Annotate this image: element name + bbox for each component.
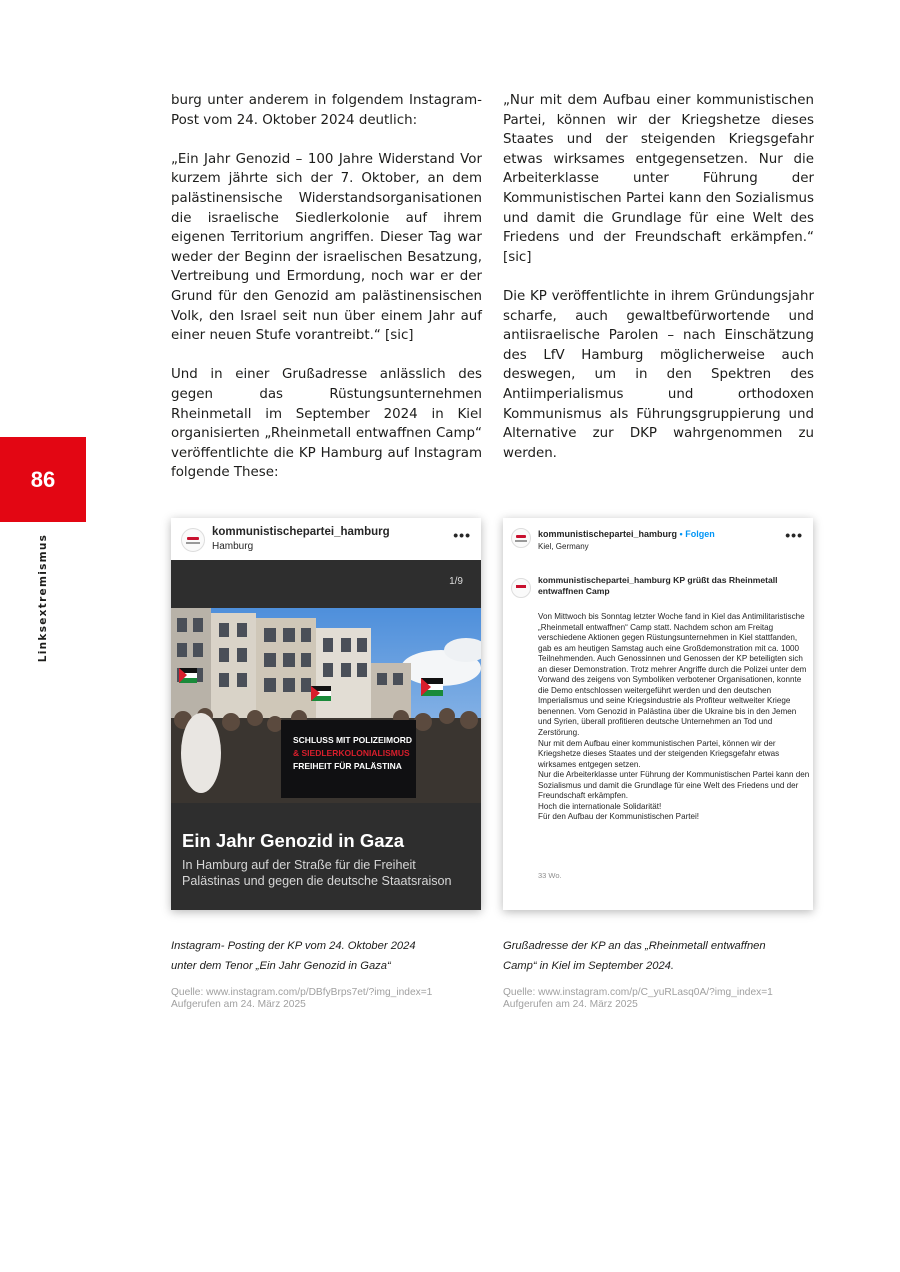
section-title: Linksextremismus bbox=[37, 533, 49, 663]
caption-line: Instagram- Posting der KP vom 24. Oktober 2024 bbox=[171, 940, 416, 952]
caption-paragraph: Nur die Arbeiterklasse unter Führung der Kommunistischen Partei kann den Sozialismus und damit die Grundlage für eine Welt des Friedens und der Freundschaft erkämpfen. bbox=[538, 770, 810, 801]
quote-paragraph: „Nur mit dem Aufbau einer kommunistischen Partei, können wir der Kriegshetze dieses Staates und der steigenden Kriegsgefahr etwas wirksames entgegensetzen. Nur die Arbeiterklasse unter Führung der Kommunistischen Partei kann den Sozialismus und damit die Grundlage für eine Welt des Friedens und der Freundschaft erkämpfen.“ [sic] bbox=[503, 93, 814, 265]
party-logo-icon bbox=[511, 528, 531, 548]
demonstration-photo bbox=[171, 608, 481, 803]
source-url: Quelle: www.instagram.com/p/C_yuRLasq0A/?img_index=1 bbox=[503, 987, 773, 998]
paragraph: burg unter anderem in folgendem Instagram-Post vom 24. Oktober 2024 deutlich: bbox=[171, 93, 482, 128]
source-left bbox=[171, 987, 491, 1011]
party-logo-icon bbox=[511, 578, 531, 598]
figure-caption-left bbox=[171, 937, 491, 976]
paragraph: Und in einer Grußadresse anlässlich des gegen das Rüstungsunternehmen Rheinmetall im September 2024 in Kiel organisierten „Rheinmetall entwaffnen Camp“ veröffentlichte die KP Hamburg auf Instagram folgende These: bbox=[171, 367, 482, 481]
party-logo-icon bbox=[181, 528, 205, 552]
quote-paragraph: „Ein Jahr Genozid – 100 Jahre Widerstand Vor kurzem jährte sich der 7. Oktober, an dem palästinensische Widerstandsorganisationen die israelische Siedlerkolonie auf ihrem eigenen Territorium angriffen. Dieser Tag war weder der Beginn der israelischen Besatzung, Vertreibung und Ermordung, noch war er der Grund für den Genozid am palästinensischen Volk, den Israel seit nun über einem Jahr auf einer neuen Stufe vorantreibt.“ [sic] bbox=[171, 151, 482, 344]
page-number-tab bbox=[0, 437, 86, 522]
accessed-date: Aufgerufen am 24. März 2025 bbox=[503, 999, 638, 1010]
post-media bbox=[171, 560, 481, 910]
slide-counter: 1/9 bbox=[449, 576, 463, 587]
caption-line: Camp“ in Kiel im September 2024. bbox=[503, 959, 674, 972]
protest-banner bbox=[293, 734, 418, 773]
caption-paragraph: Von Mittwoch bis Sonntag letzter Woche fand in Kiel das Antimilitaristische „Rheinmetall entwaffnen“ Camp statt. Nachdem schon am Freitag verschiedene Aktionen gegen Rüstungsunternehmen in Kiel stattfanden, gab es am heutigen Samstag auch eine Großdemonstration mit ca. 1000 Teilnehmenden. Auch Genossinnen und Genossen der KP beteiligten sich an dieser Demonstration. Trotz mehrer Angriffe durch die Polizei unter dem Vorwand des zeigens von Symboliken verbotener Organisationen, konnte die Demo entschlossen weitergeführt werden und den deutschen Imperialismus und seine Kriegsindustrie als Profiteur weltweiter Kriege benennen. Vom Genozid in Palästina über die Ukraine bis in den Jemen und Syrien, überall profitieren deutsche Unternehmen an Tod und Zerstörung. bbox=[538, 612, 807, 738]
post-header bbox=[171, 518, 481, 560]
right-text-column bbox=[503, 91, 814, 463]
post-location: Hamburg bbox=[212, 541, 254, 552]
post-headline: Ein Jahr Genozid in Gaza bbox=[182, 830, 405, 851]
caption-heading: KP grüßt das Rheinmetall entwaffnen Camp bbox=[538, 575, 778, 596]
instagram-post-left bbox=[171, 518, 481, 910]
caption-line: Grußadresse der KP an das „Rheinmetall entwaffnen bbox=[503, 940, 766, 952]
source-right bbox=[503, 987, 823, 1011]
instagram-post-right bbox=[503, 518, 813, 910]
caption-username: kommunistischepartei_hamburg bbox=[538, 575, 671, 585]
username: kommunistischepartei_hamburg bbox=[538, 529, 678, 539]
more-options-icon: ••• bbox=[453, 527, 471, 543]
post-timestamp: 33 Wo. bbox=[538, 871, 562, 880]
figure-caption-right bbox=[503, 937, 823, 976]
caption-paragraph: Für den Aufbau der Kommunistischen Partei! bbox=[538, 812, 700, 822]
left-text-column bbox=[171, 91, 482, 483]
post-header bbox=[503, 518, 813, 560]
more-options-icon: ••• bbox=[785, 527, 803, 543]
banner-text: & SIEDLERKOLONIALISMUS bbox=[293, 748, 410, 758]
caption-paragraph: Nur mit dem Aufbau einer kommunistischen Partei, können wir der Kriegshetze dieses Staates und der steigenden Kriegsgefahr etwas wirksames entgegen setzen. bbox=[538, 738, 780, 769]
banner-text: FREIHEIT FÜR PALÄSTINA bbox=[293, 761, 402, 771]
page-number: 86 bbox=[30, 466, 56, 492]
banner-text: SCHLUSS MIT POLIZEIMORD bbox=[293, 735, 412, 745]
post-location: Kiel, Germany bbox=[538, 542, 589, 551]
paragraph: Die KP veröffentlichte in ihrem Gründungsjahr scharfe, auch gewaltbefürwortende und antiisraelische Parolen – nach Einschätzung des LfV Hamburg möglicherweise auch deswegen, um in den Spektren des Antiimperialismus und orthodoxen Kommunismus als Führungsgruppierung und Alternative zur DKP wahrgenommen zu werden. bbox=[503, 288, 814, 461]
section-label bbox=[33, 533, 53, 663]
post-subline: In Hamburg auf der Straße für die Freiheit Palästinas und gegen die deutsche Staatsraison bbox=[182, 858, 452, 888]
source-url: Quelle: www.instagram.com/p/DBfyBrps7et/?img_index=1 bbox=[171, 987, 433, 998]
caption-line: unter dem Tenor „Ein Jahr Genozid in Gaza“ bbox=[171, 959, 391, 972]
caption-body bbox=[538, 612, 810, 823]
caption-title bbox=[538, 575, 803, 597]
accessed-date: Aufgerufen am 24. März 2025 bbox=[171, 999, 306, 1010]
separator: • bbox=[677, 529, 686, 539]
post-username bbox=[538, 529, 715, 539]
follow-link[interactable]: Folgen bbox=[685, 529, 715, 539]
post-username: kommunistischepartei_hamburg bbox=[212, 526, 390, 538]
caption-paragraph: Hoch die internationale Solidarität! bbox=[538, 801, 662, 811]
